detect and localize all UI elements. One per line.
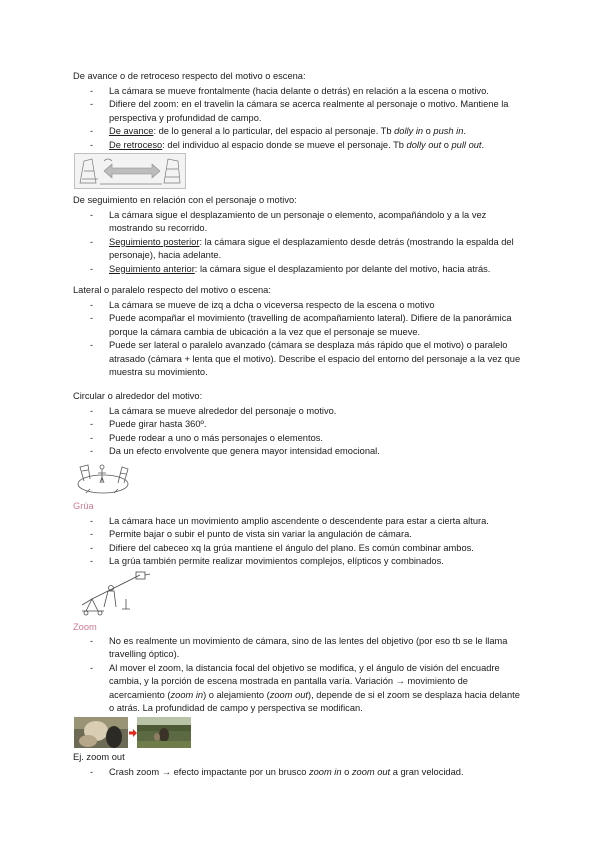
list-lateral bbox=[0, 299, 521, 379]
term-seguimiento-posterior: Seguimiento posterior bbox=[109, 236, 200, 247]
list-item: - La cámara sigue el desplazamiento de un personaje o elemento, acompañándolo y a la vez mostrando su recorrido. bbox=[0, 209, 521, 236]
heading-grua: Grúa bbox=[73, 501, 94, 511]
list-item: - Da un efecto envolvente que genera mayor intensidad emocional. bbox=[0, 445, 521, 458]
list-zoom bbox=[0, 635, 521, 715]
list-circular bbox=[0, 405, 521, 459]
list-ejemplo bbox=[0, 766, 521, 779]
list-item: - La grúa también permite realizar movimientos complejos, elípticos y combinados. bbox=[0, 555, 521, 568]
list-item: - La cámara se mueve frontalmente (hacia delante o detrás) en relación a la escena o motivo. bbox=[0, 85, 521, 98]
heading-avance: De avance o de retroceso respecto del motivo o escena: bbox=[73, 71, 306, 81]
list-item: - Permite bajar o subir el punto de vista sin variar la angulación de cámara. bbox=[0, 528, 521, 541]
zoom-frame-after-image bbox=[137, 717, 191, 748]
zoom-frame-before-image bbox=[74, 717, 128, 748]
heading-lateral: Lateral o paralelo respecto del motivo o escena: bbox=[73, 285, 271, 295]
list-item: - La cámara hace un movimiento amplio ascendente o descendente para estar a cierta altura. bbox=[0, 515, 521, 528]
list-grua bbox=[0, 515, 521, 569]
list-item: - De avance: de lo general a lo particular, del espacio al personaje. Tb dolly in o push in. bbox=[0, 125, 521, 138]
term-de-avance: De avance bbox=[109, 126, 154, 137]
list-item: - La cámara se mueve de izq a dcha o viceversa respecto de la escena o motivo bbox=[0, 299, 521, 312]
heading-ejemplo: Ej. zoom out bbox=[73, 752, 125, 762]
list-item: - Puede ser lateral o paralelo avanzado (cámara se desplaza más rápido que el motivo) o paralelo atrasado (cámara + lenta que el motivo). Describe el espacio del entorno del personaje a la vez que muestra su movimiento. bbox=[0, 339, 521, 379]
list-item: - De retroceso: del individuo al espacio donde se mueve el personaje. Tb dolly out o pull out. bbox=[0, 139, 521, 152]
list-item: - Difiere del cabeceo xq la grúa mantiene el ángulo del plano. Es común combinar ambos. bbox=[0, 542, 521, 555]
list-item: - Puede acompañar el movimiento (travelling de acompañamiento lateral). Difiere de la panorámica porque la cámara cambia de ubicación a la vez que el personaje se mueve. bbox=[0, 312, 521, 339]
list-item: - Crash zoom → efecto impactante por un brusco zoom in o zoom out a gran velocidad. bbox=[0, 766, 521, 779]
crane-diagram-image bbox=[74, 569, 152, 617]
list-item: - Seguimiento anterior: la cámara sigue el desplazamiento por delante del motivo, hacia atrás. bbox=[0, 263, 521, 276]
right-arrow-icon bbox=[129, 729, 137, 737]
term-seguimiento-anterior: Seguimiento anterior bbox=[109, 263, 195, 274]
list-item: - Puede rodear a uno o más personajes o elementos. bbox=[0, 432, 521, 445]
heading-zoom: Zoom bbox=[73, 622, 97, 632]
list-item: - La cámara se mueve alrededor del personaje o motivo. bbox=[0, 405, 521, 418]
list-seguimiento bbox=[0, 209, 521, 276]
dolly-diagram-image bbox=[74, 153, 186, 189]
circular-diagram-image bbox=[74, 459, 132, 497]
list-item: - Difiere del zoom: en el travelin la cámara se acerca realmente al personaje o motivo. Mantiene la perspectiva y profundidad de campo. bbox=[0, 98, 521, 125]
term-de-retroceso: De retroceso bbox=[109, 139, 163, 150]
list-item: - Al mover el zoom, la distancia focal del objetivo se modifica, y el ángulo de visión del encuadre cambia, y la porción de escena mostrada en pantalla varía. Variación → movimiento de acercamiento (zoom in) o alejamiento (zoom out), depende de si el zoom se desplaza hacia delante o atrás. La profundidad de campo y perspectiva se modifican. bbox=[0, 662, 521, 716]
list-item: - Seguimiento posterior: la cámara sigue el desplazamiento desde detrás (mostrando la espalda del personaje), hacia adelante. bbox=[0, 236, 521, 263]
heading-circular: Circular o alrededor del motivo: bbox=[73, 391, 203, 401]
list-avance bbox=[0, 85, 521, 152]
list-item: - Puede girar hasta 360º. bbox=[0, 418, 521, 431]
heading-seguimiento: De seguimiento en relación con el personaje o motivo: bbox=[73, 195, 297, 205]
list-item: - No es realmente un movimiento de cámara, sino de las lentes del objetivo (por eso tb se le llama travelling óptico). bbox=[0, 635, 521, 662]
